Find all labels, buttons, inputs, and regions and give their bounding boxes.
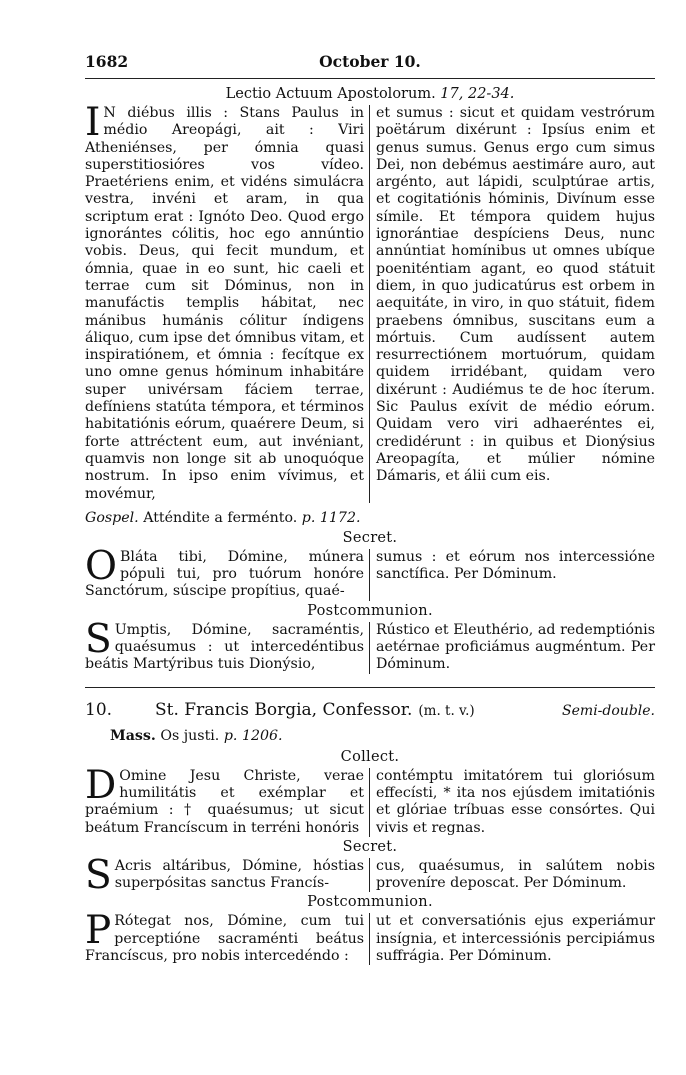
postcommunion-right-column: [370, 622, 655, 674]
lesson-left-text: N diébus illis : Stans Paulus in médio Areopági, ait : Viri Atheniénses, per ómnia quasi superstitiosióres vos vídeo. Praetériens enim, et vidéns simulácra vestra, invéni et aram, in qua scriptum erat : Ignóto Deo. Quod ergo ignorántes cólitis, hoc ego annúntio vobis. Deus, qui fecit mundum, et ómnia, quae in eo sunt, hic caeli et terrae cum sit Dóminus, non in manufáctis templis hábitat, nec mánibus humánis cólitur índigens áliquo, cum ipse det ómnibus vitam, et inspiratiónem, et ómnia : fecítque ex uno omne genus hóminum inhabitáre super univérsam fáciem terrae, defíniens statúta témpora, et términos habitatiónis eórum, quaérere Deum, si forte attréctent eum, aut invéniant, quamvis non longe sit ab unoquóque nostrum. In ipso enim vívimus, et movémur,: [85, 105, 364, 502]
feast-name-line: [155, 700, 546, 720]
postcommunion-left-column: [85, 616, 370, 674]
feast-name: St. Francis Borgia, Confessor.: [155, 699, 413, 720]
collect-heading: Collect.: [340, 748, 400, 765]
gospel-page: p. 1172.: [301, 509, 361, 526]
postcommunion-left-text: Umptis, Dómine, sacraméntis, quaésumus : ut intercedéntibus beátis Martýribus tuis Dionýsio,: [85, 621, 364, 673]
lesson-right-column: [370, 105, 655, 503]
secret2-right-column: [370, 858, 655, 893]
postcommunion2-right-column: [370, 913, 655, 965]
feast-number: 10.: [85, 699, 113, 720]
lesson-title-text: Lectio Actuum Apostolorum.: [225, 86, 436, 102]
secret-heading: Secret.: [342, 529, 398, 546]
lesson-left-column: [85, 100, 370, 503]
gospel-label: Gospel.: [85, 509, 139, 526]
postcommunion2-left-column: [85, 908, 370, 965]
lesson-text: [85, 100, 655, 503]
postcommunion-heading-2: Postcommunion.: [307, 894, 433, 911]
collect-right-text: contémptu imitatórem tui gloriósum effecísti, * ita nos ejúsdem imitatiónis et glóriae tríbuas esse consórtes. Qui vivis et regnas.: [376, 767, 655, 836]
mass-text: Os justi.: [160, 727, 220, 744]
drop-cap: O: [85, 543, 117, 589]
lesson-right-text: et sumus : sicut et quidam vestrórum poëtárum dixérunt : Ipsíus enim et genus sumus. Genus ergo cum simus Dei, non debémus aestimáre auro, aut argénto, aut lápidi, sculptúrae artis, et cogitatiónis hóminis, Divínum esse símile. Et témpora quidem hujus ignorántiae despíciens Deus, nunc annúntiat homínibus ut omnes ubíque poeniténtiam agant, eo quod státuit diem, in quo judicatúrus est orbem in aequitáte, in viro, in quo státuit, fidem praebens ómnibus, suscitans eum a mórtuis. Cum audíssent autem resurrectiónem mortuórum, quidam quidem irridébant, quidam vero dixérunt : Audiémus te de hoc íterum. Sic Paulus exívit de médio eórum. Quidam vero viri adhaeréntes ei, credidérunt : in quibus et Dionýsius Areopagíta, et múlier nómine Dámaris, et álii cum eis.: [376, 105, 655, 485]
secret2-left-text: Acris altáribus, Dómine, hóstias superpósitas sanctus Francís-: [114, 857, 364, 892]
secret-right-column: [370, 549, 655, 601]
postcommunion-right-text: Rústico et Eleuthério, ad redemptiónis aetérnae proficiámus augméntum. Per Dóminum.: [376, 621, 655, 673]
header-rule: [85, 78, 655, 79]
page-number: 1682: [85, 52, 129, 71]
mass-label: Mass.: [110, 727, 156, 744]
postcommunion-text-2: [85, 908, 655, 965]
secret2-right-text: cus, quaésumus, in salútem nobis proveníre deposcat. Per Dóminum.: [376, 857, 655, 892]
feast-rank: (m. t. v.): [418, 702, 475, 719]
secret-left-text: Bláta tibi, Dómine, múnera pópuli tui, pro tuórum honóre Sanctórum, súscipe propítius, quaé-: [85, 548, 364, 600]
collect-left-column: [85, 762, 370, 837]
secret-text-2: [85, 852, 655, 898]
drop-cap: S: [85, 616, 112, 662]
secret-text: [85, 543, 655, 601]
postcommunion-text: [85, 616, 655, 674]
feast-rite: Semi-double.: [562, 702, 655, 719]
secret-right-text: sumus : et eórum nos intercessióne sanctífica. Per Dóminum.: [376, 548, 655, 583]
postcommunion2-left-text: Rótegat nos, Dómine, cum tui perceptióne sacraménti beátus Francíscus, pro nobis intercedéndo :: [85, 913, 364, 964]
secret-heading-2: Secret.: [342, 838, 398, 855]
collect-text: [85, 762, 655, 837]
feast-divider: [85, 687, 655, 688]
gospel-reference: [85, 510, 655, 528]
collect-left-text: Omine Jesu Christe, verae humilitátis et exémplar et praémium : † quaésumus; ut sicut beátum Francíscum in terréni honóris: [85, 767, 364, 836]
lesson-reference: 17, 22-34.: [440, 86, 515, 102]
mass-page: p. 1206.: [223, 727, 283, 744]
feast-title: [85, 700, 655, 724]
page: [85, 52, 655, 965]
drop-cap: D: [85, 762, 117, 808]
postcommunion2-right-text: ut et conversatiónis ejus experiámur insígnia, et intercessiónis percipiámus suffrágia. Per Dóminum.: [376, 913, 655, 964]
drop-cap: S: [85, 852, 112, 898]
secret2-left-column: [85, 852, 370, 898]
drop-cap: I: [85, 100, 101, 145]
secret-left-column: [85, 543, 370, 601]
postcommunion-heading: Postcommunion.: [307, 602, 433, 619]
page-header: [85, 52, 655, 74]
gospel-text: Atténdite a ferménto.: [143, 509, 298, 526]
lesson-title: [85, 86, 655, 105]
drop-cap: P: [85, 908, 112, 954]
mass-reference: [85, 728, 655, 747]
running-title: October 10.: [319, 52, 421, 71]
collect-right-column: [370, 768, 655, 837]
